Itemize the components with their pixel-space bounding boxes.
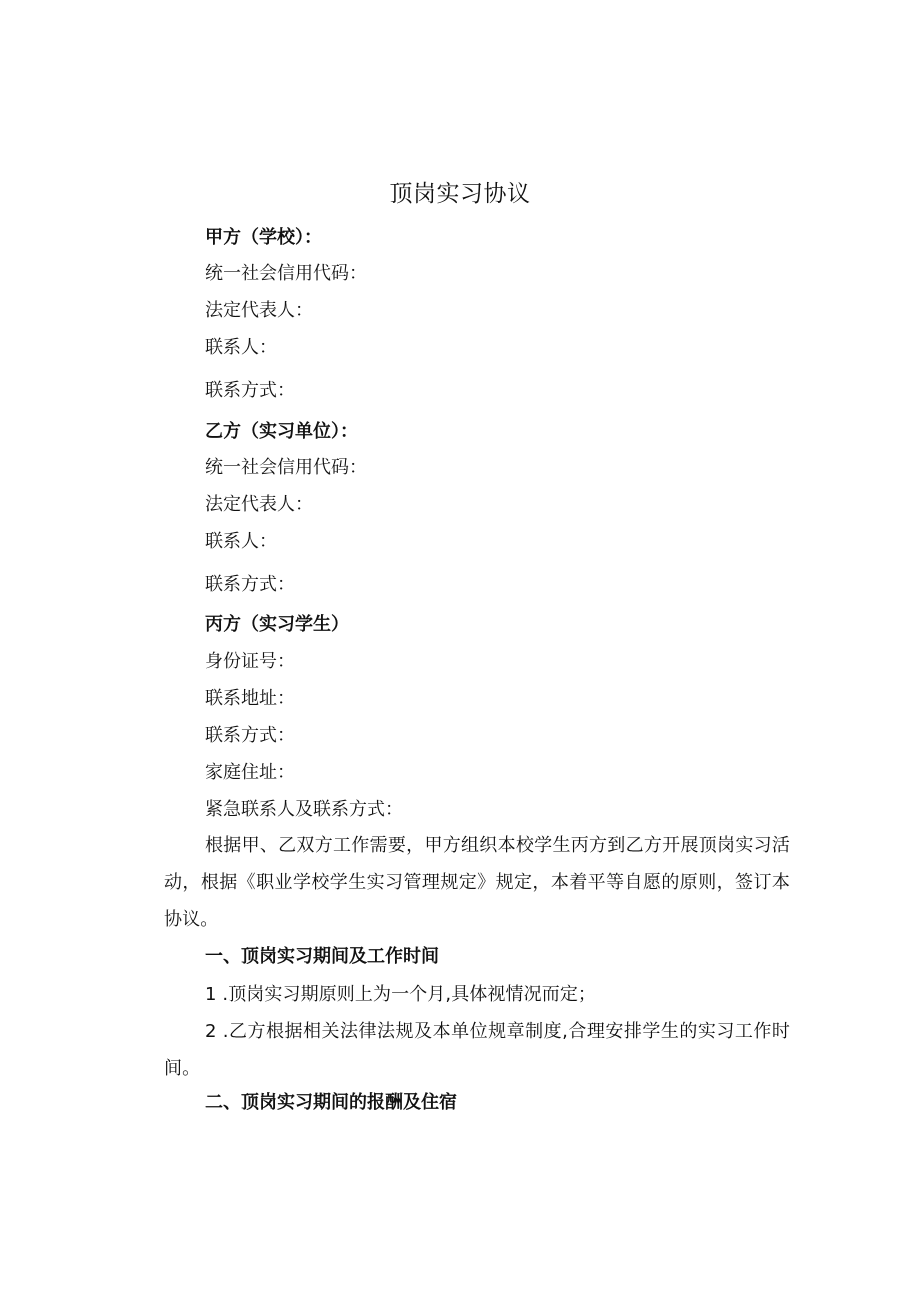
section-1-heading: 一、顶岗实习期间及工作时间 <box>205 946 439 967</box>
party-b-contact-method-label: 联系方式： <box>205 574 295 595</box>
party-a-contact-method-label: 联系方式： <box>205 380 295 401</box>
party-a-contact-label: 联系人： <box>205 337 277 358</box>
document-title: 顶岗实习协议 <box>389 181 531 207</box>
party-b-heading: 乙方（实习单位）： <box>205 421 358 442</box>
party-a-legal-rep-label: 法定代表人： <box>205 300 313 321</box>
party-a-heading: 甲方（学校）： <box>205 227 322 248</box>
section-2-heading: 二、顶岗实习期间的报酬及住宿 <box>205 1092 457 1113</box>
party-c-heading: 丙方（实习学生） <box>205 614 349 635</box>
party-a-credit-code-label: 统一社会信用代码： <box>205 263 367 284</box>
party-c-home-address-label: 家庭住址： <box>205 762 295 783</box>
party-b-legal-rep-label: 法定代表人： <box>205 494 313 515</box>
section-1-item-2: 2 .乙方根据相关法律法规及本单位规章制度,合理安排学生的实习工作时间。 <box>164 1021 790 1079</box>
party-c-emergency-contact-label: 紧急联系人及联系方式： <box>205 799 403 820</box>
party-c-id-number-label: 身份证号： <box>205 651 295 672</box>
party-b-contact-label: 联系人： <box>205 531 277 552</box>
section-1-item-1: 1 .顶岗实习期原则上为一个月,具体视情况而定； <box>205 984 597 1005</box>
party-b-credit-code-label: 统一社会信用代码： <box>205 457 367 478</box>
party-c-contact-method-label: 联系方式： <box>205 725 295 746</box>
intro-paragraph: 根据甲、乙双方工作需要，甲方组织本校学生丙方到乙方开展顶岗实习活动，根据《职业学校学生实习管理规定》规定，本着平等自愿的原则，签订本协议。 <box>164 835 790 930</box>
party-c-address-label: 联系地址： <box>205 688 295 709</box>
